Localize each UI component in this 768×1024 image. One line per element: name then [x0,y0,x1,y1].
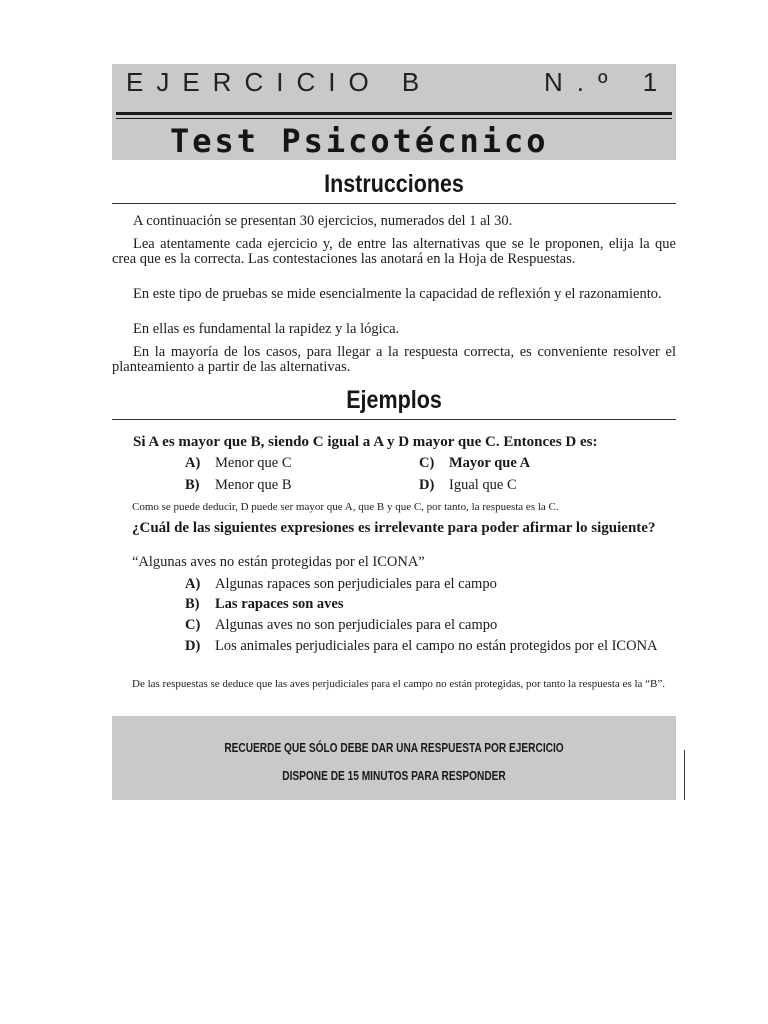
option-text: Las rapaces son aves [215,596,344,612]
option-letter: D) [185,638,201,654]
example2-option-d [185,639,660,654]
option-letter: C) [185,617,201,633]
option-text: Menor que C [215,455,292,471]
example1-option-d [419,478,517,493]
instruction-text-4: En ellas es fundamental la rapidez y la lógica. [133,321,400,337]
option-text: Algunas aves no son perjudiciales para el campo [215,617,498,633]
option-letter: A) [185,576,201,592]
example2-option-b [185,597,660,612]
example2-explanation: De las respuestas se deduce que las aves perjudiciales para el campo no están protegidas, por tanto la respuesta es la “B”. [132,678,665,690]
option-letter: A) [185,455,201,471]
instruction-paragraph-1 [112,214,676,229]
example1-option-c [419,456,530,471]
banner-divider-thin [116,118,672,119]
option-letter: B) [185,596,200,612]
exercise-number: N.º 1 [544,67,672,97]
instruction-paragraph-2 [112,237,676,267]
reminder-line-1: RECUERDE QUE SÓLO DEBE DAR UNA RESPUESTA POR EJERCICIO [224,740,564,755]
example1-question: Si A es mayor que B, siendo C igual a A y D mayor que C. Entonces D es: [133,434,598,450]
option-text: Algunas rapaces son perjudiciales para el campo [215,576,497,592]
example1-explanation: Como se puede deducir, D puede ser mayor que A, que B y que C, por tanto, la respuesta es la C. [132,501,559,513]
test-title: Test Psicotécnico [170,122,549,160]
instruction-text-5: En la mayoría de los casos, para llegar a la respuesta correcta, es conveniente resolver el planteamiento a partir de las alternativas. [112,344,676,375]
banner-divider-thick [116,112,672,115]
option-letter: C) [419,455,435,471]
option-text: Igual que C [449,477,517,493]
instrucciones-rule [112,203,676,204]
option-text: Menor que B [215,477,292,493]
instruction-text-3: En este tipo de pruebas se mide esencialmente la capacidad de reflexión y el razonamiento. [133,286,662,302]
example2-option-c [185,618,660,633]
option-text: Mayor que A [449,455,531,471]
instruction-text-2: Lea atentamente cada ejercicio y, de entre las alternativas que se le proponen, elija la que crea que es la correcta. Las contestaciones las anotará en la Hoja de Respuestas. [112,236,676,267]
example1-option-a [185,456,292,471]
option-text: Los animales perjudiciales para el campo no están protegidos por el ICONA [215,638,658,654]
ejemplos-heading: Ejemplos [346,386,442,414]
instruction-paragraph-5 [112,345,676,375]
exercise-label: EJERCICIO B [126,67,433,97]
reminder-line-2: DISPONE DE 15 MINUTOS PARA RESPONDER [282,768,506,783]
ejemplos-rule [112,419,676,420]
example2-statement: “Algunas aves no están protegidas por el ICONA” [132,554,425,570]
instruction-paragraph-4 [112,322,676,337]
instrucciones-heading: Instrucciones [324,170,464,198]
header-banner [112,64,676,160]
instruction-text-1: A continuación se presentan 30 ejercicios, numerados del 1 al 30. [133,213,513,229]
scan-edge-mark [684,750,685,800]
example2-question: ¿Cuál de las siguientes expresiones es irrelevante para poder afirmar lo siguiente? [132,520,656,536]
reminder-box [112,716,676,800]
instruction-paragraph-3 [112,287,676,302]
example1-option-b [185,478,292,493]
example2-option-a [185,577,660,592]
option-letter: B) [185,477,200,493]
option-letter: D) [419,477,435,493]
